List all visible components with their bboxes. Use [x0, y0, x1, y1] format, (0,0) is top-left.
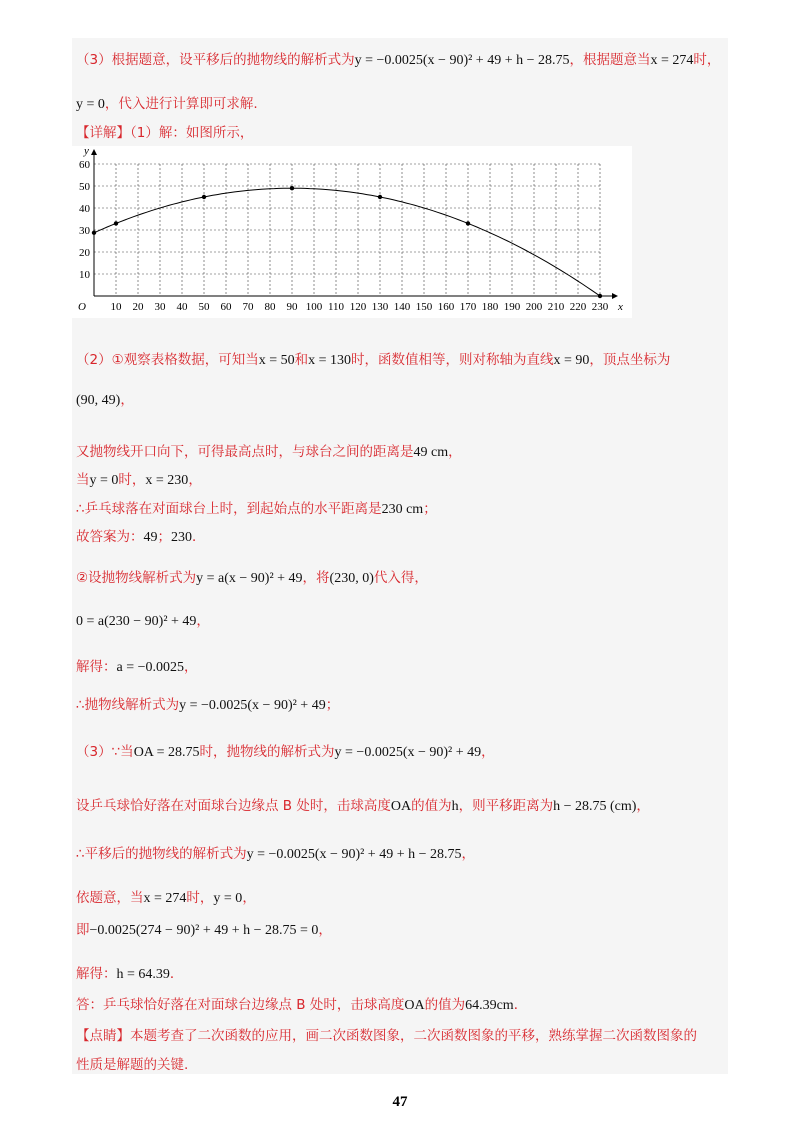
data-point: [598, 294, 602, 298]
formula: x = 90: [553, 353, 590, 368]
text: 的值为: [411, 798, 452, 814]
formula: h − 28.75 (cm): [553, 799, 637, 814]
text: 时，: [186, 890, 214, 906]
x-tick-label: 90: [286, 301, 298, 313]
formula: (230, 0): [329, 571, 374, 586]
x-tick-label: 60: [220, 301, 232, 313]
formula: h: [451, 799, 459, 814]
text: ，: [481, 744, 495, 760]
text: ．: [513, 997, 528, 1013]
formula: y = a(x − 90)² + 49: [196, 571, 303, 586]
x-tick-label: 140: [393, 301, 411, 313]
text: 本题考查了二次函数的应用，画二次函数图象，二次函数图象的平移，熟练掌握二次函数图象的: [130, 1028, 697, 1044]
text: ∴抛物线解析式为: [76, 697, 180, 713]
x-tick-label: 100: [305, 301, 323, 313]
text: 时，函数值相等，则对称轴为直线: [351, 352, 554, 368]
text: 时，抛物线的解析式为: [199, 744, 335, 760]
data-point: [114, 221, 118, 225]
x-tick-label: 110: [327, 301, 345, 313]
text: 当: [76, 472, 90, 488]
text: ．: [192, 529, 206, 545]
text-line: [76, 740, 495, 761]
text: ，则平移距离为: [458, 798, 554, 814]
x-tick-label: 210: [547, 301, 565, 313]
text: ∴乒乓球落在对面球台上时，到起始点的水平距离是: [76, 501, 382, 517]
text: ，: [448, 444, 462, 460]
section-label: 【点睛】: [76, 1028, 130, 1044]
text: ，将: [302, 570, 330, 586]
text: ，代入进行计算即可求解.: [104, 96, 258, 112]
formula: OA = 28.75: [133, 745, 200, 760]
x-tick-label: 180: [481, 301, 499, 313]
y-tick-label: 40: [79, 203, 90, 215]
text-line: [76, 655, 198, 676]
x-tick-label: 160: [437, 301, 455, 313]
parabola-curve: [94, 188, 600, 296]
formula: x = 274: [650, 53, 694, 68]
text: 时，: [118, 472, 146, 488]
text-line: [76, 962, 183, 983]
text: ，: [196, 613, 210, 629]
data-point: [466, 221, 470, 225]
x-tick-label: 70: [242, 301, 254, 313]
text-line: [76, 566, 428, 587]
text: 性质是解题的关键.: [76, 1057, 189, 1073]
x-tick-label: 150: [415, 301, 433, 313]
text: ；: [157, 529, 171, 545]
x-tick-label: 130: [371, 301, 389, 313]
formula: 64.39cm: [465, 998, 514, 1013]
text: （3）∵当: [76, 744, 134, 760]
text: 又抛物线开口向下，可得最高点时，与球台之间的距离是: [76, 444, 414, 460]
text: 的值为: [424, 997, 466, 1013]
text: ，: [120, 392, 134, 408]
formula: −0.0025(274 − 90)² + 49 + h − 28.75 = 0: [89, 923, 319, 938]
text-line: [76, 918, 332, 939]
text: 时，: [693, 52, 721, 68]
text: 设乒乓球恰好落在对面球台边缘点 B 处时，击球高度: [76, 798, 391, 814]
text: 代入得，: [373, 570, 428, 586]
text-line: [76, 440, 462, 461]
formula: OA: [404, 998, 425, 1013]
x-tick-label: 30: [154, 301, 166, 313]
formula: 230: [171, 530, 192, 545]
text-line: [76, 525, 206, 546]
data-point: [92, 231, 96, 235]
x-axis-label: x: [618, 301, 623, 313]
text: ②设抛物线解析式为: [76, 570, 197, 586]
text: ，: [636, 798, 650, 814]
text-line: [76, 886, 256, 907]
text-line: [76, 48, 720, 69]
section-label: 【详解】: [76, 125, 130, 141]
x-tick-label: 200: [525, 301, 543, 313]
text-line: [76, 388, 134, 409]
y-tick-label: 50: [79, 181, 90, 193]
x-tick-label: 170: [459, 301, 477, 313]
text: ∴平移后的抛物线的解析式为: [76, 846, 247, 862]
text: ，: [461, 846, 475, 862]
page-number: 47: [392, 1094, 408, 1110]
x-tick-label: 220: [569, 301, 587, 313]
x-axis-arrow: [612, 293, 618, 299]
x-tick-label: 50: [198, 301, 210, 313]
formula: y = 0: [89, 473, 119, 488]
x-tick-label: 20: [132, 301, 144, 313]
text: ；: [423, 501, 437, 517]
origin-label: O: [78, 301, 86, 313]
x-tick-label: 10: [110, 301, 122, 313]
text: 依题意，当: [76, 890, 144, 906]
text: ，: [318, 922, 332, 938]
y-tick-label: 10: [79, 269, 90, 281]
y-tick-label: 60: [79, 159, 90, 171]
formula: y = −0.0025(x − 90)² + 49 + h − 28.75: [246, 847, 462, 862]
formula: 49: [143, 530, 158, 545]
formula: x = 274: [143, 891, 187, 906]
formula: x = 230: [145, 473, 189, 488]
text: ；: [325, 697, 340, 713]
x-tick-label: 230: [591, 301, 609, 313]
formula: 230 cm: [381, 502, 424, 517]
text-line: [76, 993, 527, 1014]
formula: a = −0.0025: [116, 660, 185, 675]
formula: y = −0.0025(x − 90)² + 49: [179, 698, 326, 713]
text-line: [76, 609, 210, 630]
x-tick-label: 40: [176, 301, 188, 313]
formula: x = 130: [308, 353, 352, 368]
data-point: [202, 195, 206, 199]
parabola-chart: [72, 146, 632, 318]
formula: h = 64.39: [116, 967, 170, 982]
formula: 0 = a(230 − 90)² + 49: [76, 614, 197, 629]
text-line: [76, 842, 475, 863]
formula: y = −0.0025(x − 90)² + 49 + h − 28.75: [354, 53, 570, 68]
text-line: [76, 468, 202, 489]
data-point: [378, 195, 382, 199]
text: 和: [294, 352, 309, 368]
x-tick-label: 120: [349, 301, 367, 313]
y-axis-label: y: [84, 146, 89, 157]
formula: y = 0: [76, 97, 105, 112]
y-tick-label: 20: [79, 247, 90, 259]
text-line: [76, 497, 437, 518]
text-line: [76, 693, 339, 714]
formula: OA: [390, 799, 412, 814]
x-tick-label: 80: [264, 301, 276, 313]
text: 即: [76, 922, 90, 938]
text: 答：乒乓球恰好落在对面球台边缘点 B 处时，击球高度: [76, 997, 405, 1013]
y-tick-label: 30: [79, 225, 90, 237]
formula: x = 50: [258, 353, 295, 368]
text: ，: [242, 890, 256, 906]
formula: y = −0.0025(x − 90)² + 49: [334, 745, 482, 760]
text-line: [76, 1053, 188, 1073]
text-line: [76, 348, 670, 369]
text: ，顶点坐标为: [589, 352, 671, 368]
x-tick-label: 190: [503, 301, 521, 313]
text: ．: [169, 966, 184, 982]
formula: 49 cm: [413, 445, 449, 460]
text-line: [76, 121, 253, 141]
text: （1）解：如图所示，: [130, 125, 254, 141]
text-line: [76, 1024, 697, 1044]
text: 故答案为：: [76, 529, 144, 545]
data-point: [290, 186, 294, 190]
text: ，: [184, 659, 198, 675]
text: 解得：: [76, 966, 117, 982]
formula: (90, 49): [76, 393, 121, 408]
text: ，: [188, 472, 202, 488]
text: （3）根据题意，设平移后的抛物线的解析式为: [76, 52, 355, 68]
text: 解得：: [76, 659, 117, 675]
chart-svg: [72, 146, 632, 318]
text-line: [76, 794, 650, 815]
text: （2）①观察表格数据，可知当: [76, 352, 259, 368]
text: ，根据题意当: [569, 52, 651, 68]
y-axis-arrow: [91, 149, 97, 155]
formula: y = 0: [213, 891, 243, 906]
text-line: [76, 92, 258, 113]
